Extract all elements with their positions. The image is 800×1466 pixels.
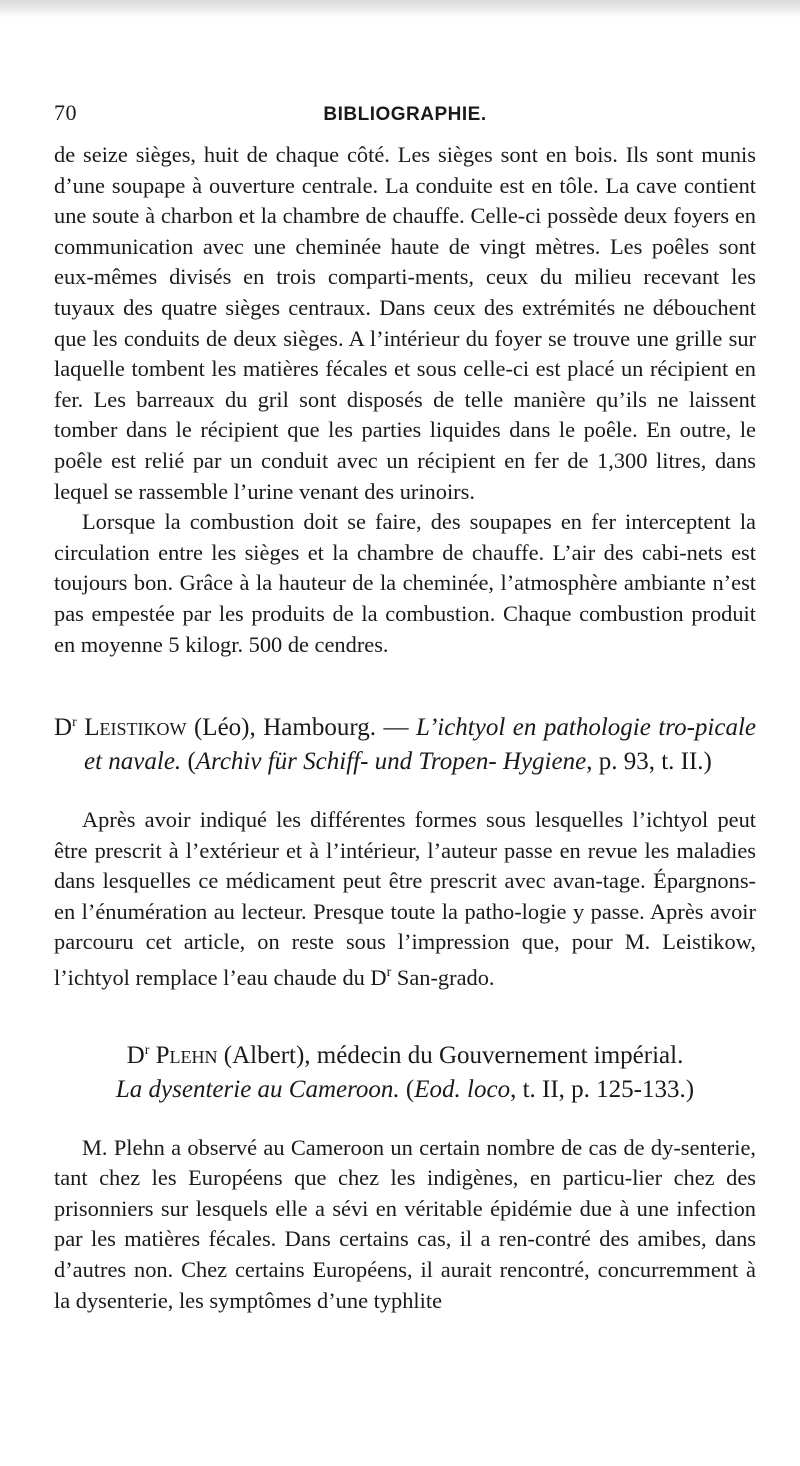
scan-edge: [0, 0, 800, 18]
open-paren: (: [181, 748, 196, 776]
paragraph-combustion: Lorsque la combustion doit se faire, des soupapes en fer interceptent la circulation entre les sièges et la chambre de chauffe. L’air des cabi-nets est toujours bon. Grâce à la hauteur de la cheminée, l’atmosphère ambiante n’est pas empestée par les produits de la combustion. Chaque combustion produit en moyenne 5 kilogr. 500 de cendres.: [54, 509, 756, 657]
author-name: Plehn: [155, 1041, 218, 1069]
entry-plehn-heading: [54, 1034, 756, 1073]
doctor-abbrev: D: [126, 1041, 145, 1069]
review-text: Après avoir indiqué les différentes formes sous lesquelles l’ichtyol peut être prescrit à l’extérieur et à l’intérieur, l’auteur passe en revue les maladies dans lesquelles ce médicament peut être prescrit avec avan-tage. Épargnons-en l’énumération au lecteur. Presque toute la patho-logie y passe. Après avoir parcouru cet article, on reste sous l’impression que, pour M. Leistikow, l’ichtyol remplace l’eau chaude du D: [54, 807, 756, 991]
article-title: La dysenterie au Cameroon.: [115, 1075, 400, 1103]
journal-title: Eod. loco: [414, 1075, 511, 1103]
entry-gap: [54, 1107, 756, 1133]
book-page: [54, 100, 756, 1316]
citation: , t. II, p. 125-133.): [510, 1075, 695, 1103]
review-plehn: M. Plehn a observé au Cameroon un certain nombre de cas de dy-senterie, tant chez les Européens que chez les indigènes, en particu-lier chez des prisonniers sur lesquels elle a sévi en véritable épidémie due à une infection par les matières fécales. Dans certains cas, il a ren-contré des amibes, dans d’autres non. Chez certains Européens, il aurait rencontré, concurremment à la dysenterie, les symptômes d’une typhlite: [54, 1134, 756, 1313]
author-details: (Léo), Hambourg. —: [186, 714, 416, 742]
section-gap: [54, 994, 756, 1034]
running-title: BIBLIOGRAPHIE.: [323, 104, 487, 125]
entry-plehn-title: [54, 1073, 756, 1107]
page-number: 70: [54, 100, 77, 125]
citation: , p. 93, t. II.): [586, 748, 712, 776]
review-leistikow: [54, 805, 756, 994]
entry-leistikow-heading: [54, 706, 756, 779]
article-title: L’ichtyol en pathologie tro-picale et navale.: [84, 714, 756, 776]
running-head: [54, 100, 756, 140]
entry-gap: [54, 779, 756, 805]
section-gap: [54, 660, 756, 706]
doctor-abbrev-sup: r: [72, 715, 77, 731]
journal-title: Archiv für Schiff- und Tropen- Hygiene: [195, 748, 587, 776]
doctor-abbrev: D: [54, 714, 73, 742]
author-details: (Albert), médecin du Gouvernement impérial.: [217, 1041, 684, 1069]
doctor-abbrev-sup: r: [144, 1042, 150, 1058]
review-sup: r: [386, 965, 392, 981]
author-name: Leistikow: [84, 714, 187, 742]
review-end: San-grado.: [391, 965, 495, 991]
open-paren: (: [399, 1075, 415, 1103]
paragraph-continued: de seize sièges, huit de chaque côté. Les sièges sont en bois. Ils sont munis d’une soupape à ouverture centrale. La conduite est en tôle. La cave contient une soute à charbon et la chambre de chauffe. Celle-ci possède deux foyers en communication avec une cheminée haute de vingt mètres. Les poêles sont eux-mêmes divisés en trois comparti-ments, ceux du milieu recevant les tuyaux des quatre sièges centraux. Dans ceux des extrémités ne débouchent que les conduits de deux sièges. A l’intérieur du foyer se trouve une grille sur laquelle tombent les matières fécales et sous celle-ci est placé un récipient en fer. Les barreaux du gril sont disposés de telle manière qu’ils ne laissent tomber dans le récipient que les parties liquides dans le poêle. En outre, le poêle est relié par un conduit avec un récipient en fer de 1,300 litres, dans lequel se rassemble l’urine venant des urinoirs.: [54, 142, 756, 504]
